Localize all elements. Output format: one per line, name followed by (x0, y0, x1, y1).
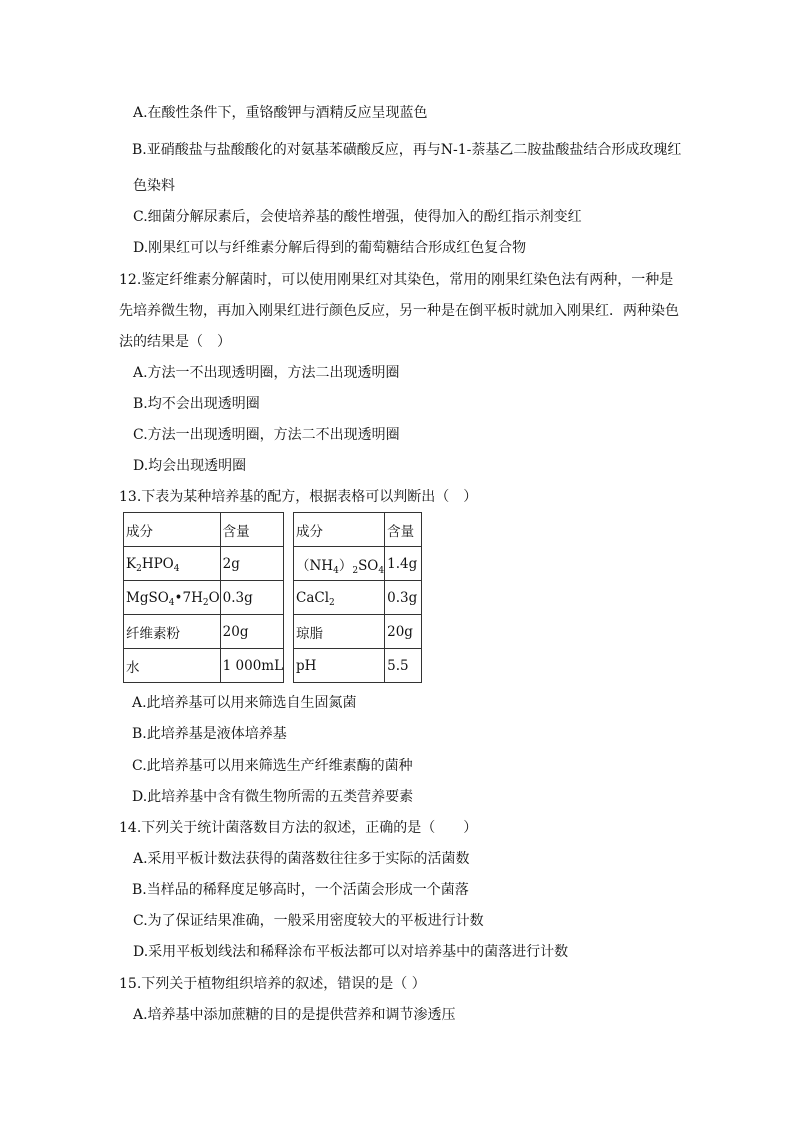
table-cell-cacl2: CaCl$_2$ (294, 581, 385, 615)
table-row (124, 615, 284, 649)
table-cell: 水 (124, 649, 221, 683)
q15-stem: 15.下列关于植物组织培养的叙述，错误的是（ ） (119, 976, 426, 992)
table-row (294, 615, 422, 649)
table-header-cell: 成分 (294, 513, 385, 547)
q13-option-a: A.此培养基可以用来筛选自生固氮菌 (132, 695, 357, 711)
q13-stem: 13.下表为某种培养基的配方，根据表格可以判断出（ ） (119, 489, 478, 505)
q12-stem-line1: 12.鉴定纤维素分解菌时，可以使用刚果红对其染色，常用的刚果红染色法有两种，一种是 (119, 272, 674, 288)
q14-option-a: A.采用平板计数法获得的菌落数往往多于实际的活菌数 (133, 851, 470, 867)
table-row (294, 513, 422, 547)
table-row (124, 581, 284, 615)
table-cell: 琼脂 (294, 615, 385, 649)
q12-option-a: A.方法一不出现透明圈，方法二出现透明圈 (133, 365, 400, 381)
table-row (294, 581, 422, 615)
table-cell: 20g (385, 615, 422, 649)
q14-stem: 14.下列关于统计菌落数目方法的叙述，正确的是（ ） (119, 820, 478, 836)
table-row (124, 513, 284, 547)
table-cell: 2g (220, 547, 283, 581)
q13-option-b: B.此培养基是液体培养基 (132, 726, 287, 742)
medium-formula-table-right (293, 512, 422, 683)
q12-stem-line2: 先培养微生物，再加入刚果红进行颜色反应，另一种是在倒平板时就加入刚果红．两种染色 (119, 303, 679, 319)
table-cell: 0.3g (385, 581, 422, 615)
table-cell-k2hpo4: $K_2HPO_4$ (124, 547, 221, 581)
table-cell-mgso4: $MgSO_4•7H_2O$ (124, 581, 221, 615)
table-row (294, 649, 422, 683)
q11-option-c: C.细菌分解尿素后，会使培养基的酸性增强，使得加入的酚红指示剂变红 (133, 209, 582, 225)
table-cell: 0.3g (220, 581, 283, 615)
table-row (124, 649, 284, 683)
q13-option-d: D.此培养基中含有微生物所需的五类营养要素 (132, 789, 414, 805)
q12-option-c: C.方法一出现透明圈，方法二不出现透明圈 (133, 427, 400, 443)
table-cell: 5.5 (385, 649, 422, 683)
q12-stem-line3: 法的结果是（ ） (119, 334, 231, 350)
table-cell: 1 000mL (220, 649, 283, 683)
table-cell: pH (294, 649, 385, 683)
table-cell: 20g (220, 615, 283, 649)
q15-option-a: A.培养基中添加蔗糖的目的是提供营养和调节渗透压 (133, 1007, 456, 1023)
table-header-cell: 含量 (220, 513, 283, 547)
q14-option-d: D.采用平板划线法和稀释涂布平板法都可以对培养基中的菌落进行计数 (133, 944, 569, 960)
table-cell: 纤维素粉 (124, 615, 221, 649)
q12-option-d: D.均会出现透明圈 (133, 458, 247, 474)
q11-option-a: A.在酸性条件下，重铬酸钾与酒精反应呈现蓝色 (133, 105, 428, 121)
table-header-cell: 成分 (124, 513, 221, 547)
q14-option-c: C.为了保证结果准确，一般采用密度较大的平板进行计数 (133, 913, 484, 929)
q11-option-d: D.刚果红可以与纤维素分解后得到的葡萄糖结合形成红色复合物 (133, 240, 527, 256)
table-row (124, 547, 284, 581)
q13-option-c: C.此培养基可以用来筛选生产纤维素酶的菌种 (132, 758, 413, 774)
table-header-cell: 含量 (385, 513, 422, 547)
q14-option-b: B.当样品的稀释度足够高时，一个活菌会形成一个菌落 (132, 882, 469, 898)
table-cell-nh4so4: $(NH_4)_2SO_4$ (294, 547, 385, 581)
medium-formula-table-left (123, 512, 284, 683)
q11-option-b-line1: B.亚硝酸盐与盐酸酸化的对氨基苯磺酸反应，再与N-1-萘基乙二胺盐酸盐结合形成玫瑰红 (132, 142, 682, 158)
q12-option-b: B.均不会出现透明圈 (133, 396, 260, 412)
q11-option-b-line2: 色染料 (133, 178, 175, 194)
table-cell: 1.4g (385, 547, 422, 581)
table-row (294, 547, 422, 581)
